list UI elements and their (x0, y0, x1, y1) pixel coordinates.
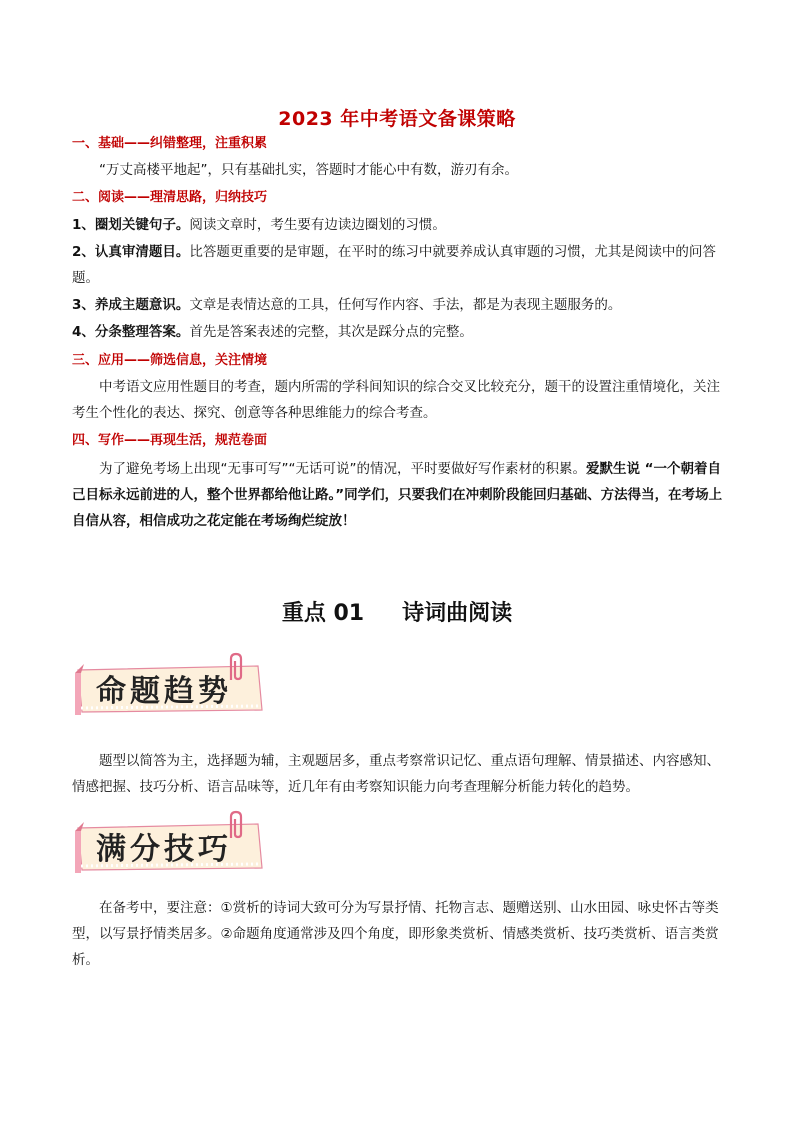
reading-item-text: 首先是答案表述的完整，其次是踩分点的完整。 (189, 324, 473, 340)
reading-item-text: 文章是表情达意的工具，任何写作内容、手法，都是为表现主题服务的。 (189, 297, 622, 313)
focus-topic: 诗词曲阅读 (402, 601, 513, 626)
section-heading-writing: 四、写作——再现生活，规范卷面 (72, 433, 268, 448)
section-text-application: 中考语文应用性题目的考查，题内所需的学科间知识的综合交叉比较充分，题干的设置注重情境化，关注考生个性化的表达、探究、创意等各种思维能力的综合考查。 (72, 379, 720, 421)
writing-text-quote: 爱默生说 “一个朝着自己目标永远前进的人，整个世界都给他让路。”同学们，只要我们在冲刺阶段能回归基础、方法得当，在考场上自信从容，相信成功之花定能在考场绚烂绽放！ (72, 461, 723, 529)
reading-item-lead: 3、养成主题意识。 (72, 297, 190, 313)
reading-item-1 (72, 212, 724, 238)
reading-item-lead: 4、分条整理答案。 (72, 324, 190, 340)
banner-trend-label: 命题趋势 (96, 674, 232, 709)
writing-text-plain: 为了避免考场上出现“无事可写”“无话可说”的情况，平时要做好写作素材的积累。 (99, 461, 586, 477)
reading-item-lead: 2、认真审清题目。 (72, 244, 190, 260)
reading-item-3 (72, 292, 724, 318)
reading-item-4 (72, 319, 724, 345)
banner-tips (72, 818, 268, 874)
focus-heading (0, 596, 794, 627)
section-heading-reading: 二、阅读——理清思路，归纳技巧 (72, 190, 268, 205)
section-text-basics: “万丈高楼平地起”，只有基础扎实，答题时才能心中有数，游刃有余。 (99, 162, 518, 178)
reading-item-text: 阅读文章时，考生要有边读边圈划的习惯。 (189, 217, 446, 233)
banner-trend (72, 660, 268, 716)
section-heading-basics: 一、基础——纠错整理，注重积累 (72, 136, 268, 151)
focus-label: 重点 01 (281, 601, 365, 626)
reading-item-lead: 1、圈划关键句子。 (72, 217, 190, 233)
document-title: 2023 年中考语文备课策略 (278, 108, 516, 130)
banner-tips-label: 满分技巧 (96, 832, 232, 867)
section-heading-application: 三、应用——筛选信息，关注情境 (72, 353, 268, 368)
tips-text: 在备考中，要注意：①赏析的诗词大致可分为写景抒情、托物言志、题赠送别、山水田园、咏史怀古等类型，以写景抒情类居多。②命题角度通常涉及四个角度，即形象类赏析、情感类赏析、技巧类赏析、语言类赏析。 (72, 900, 719, 968)
reading-item-2 (72, 239, 724, 291)
section-text-writing (72, 456, 724, 534)
reading-item-text: 比答题更重要的是审题，在平时的练习中就要养成认真审题的习惯，尤其是阅读中的问答题。 (72, 244, 716, 286)
trend-text: 题型以简答为主，选择题为辅，主观题居多，重点考察常识记忆、重点语句理解、情景描述、内容感知、情感把握、技巧分析、语言品味等，近几年有由考察知识能力向考查理解分析能力转化的趋势。 (72, 753, 720, 795)
